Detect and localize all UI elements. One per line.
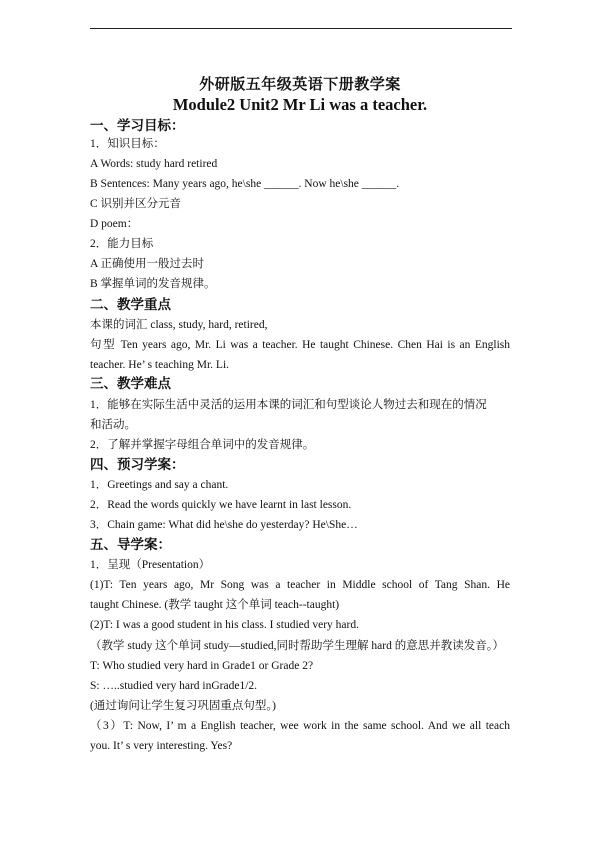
text-line: 句型 Ten years ago, Mr. Li was a teacher. He taught Chinese. Chen Hai is an English [90,339,510,351]
text-line: (通过询问让学生复习巩固重点句型。) [90,700,276,712]
text-line: 1．呈现（Presentation） [90,559,211,571]
section-heading-difficulties: 三、教学难点 [90,376,171,392]
text-line: A Words: study hard retired [90,158,218,170]
text-line: （教学 study 这个单词 study—studied,同时帮助学生理解 hard 的意思并教读发音。） [90,640,504,652]
section-heading-preview: 四、预习学案： [90,457,185,473]
top-rule [90,28,512,29]
text-line: D poem： [90,218,139,230]
document-title: 外研版五年级英语下册教学案 [199,75,401,93]
text-line: B Sentences: Many years ago, he\she ______. Now he\she ______. [90,178,400,190]
document-subtitle: Module2 Unit2 Mr Li was a teacher. [172,95,428,114]
text-line: 1．知识目标： [90,138,165,150]
text-line: 1．能够在实际生活中灵活的运用本课的词汇和句型谈论人物过去和现在的情况 [90,399,487,411]
text-line: 2．Read the words quickly we have learnt in last lesson. [90,499,352,511]
text-line: T: Who studied very hard in Grade1 or Grade 2? [90,660,314,672]
text-line: 和活动。 [90,419,136,431]
text-line: 2．了解并掌握字母组合单词中的发音规律。 [90,439,315,451]
text-line: S: …..studied very hard inGrade1/2. [90,680,258,692]
text-line: 2．能力目标 [90,238,154,250]
text-line: you. It’ s very interesting. Yes? [90,740,233,752]
text-line: A 正确使用一般过去时 [90,258,205,270]
section-heading-objectives: 一、学习目标： [90,118,185,134]
text-line: taught Chinese. (教学 taught 这个单词 teach--taught) [90,599,340,611]
text-line: （3）T: Now, I’ m a English teacher, wee work in the same school. And we all teach [90,720,510,732]
text-line: teacher. He’ s teaching Mr. Li. [90,359,230,371]
text-line: B 掌握单词的发音规律。 [90,278,216,290]
text-line: (2)T: I was a good student in his class. I studied very hard. [90,619,359,631]
section-heading-guided-study: 五、导学案： [90,537,171,553]
text-line: (1)T: Ten years ago, Mr Song was a teacher in Middle school of Tang Shan. He [90,579,510,591]
text-line: C 识别并区分元音 [90,198,182,210]
section-heading-key-points: 二、教学重点 [90,297,171,313]
text-line: 本课的词汇 class, study, hard, retired, [90,319,268,331]
text-line: 1．Greetings and say a chant. [90,479,229,491]
text-line: 3．Chain game: What did he\she do yesterday? He\She… [90,519,358,531]
